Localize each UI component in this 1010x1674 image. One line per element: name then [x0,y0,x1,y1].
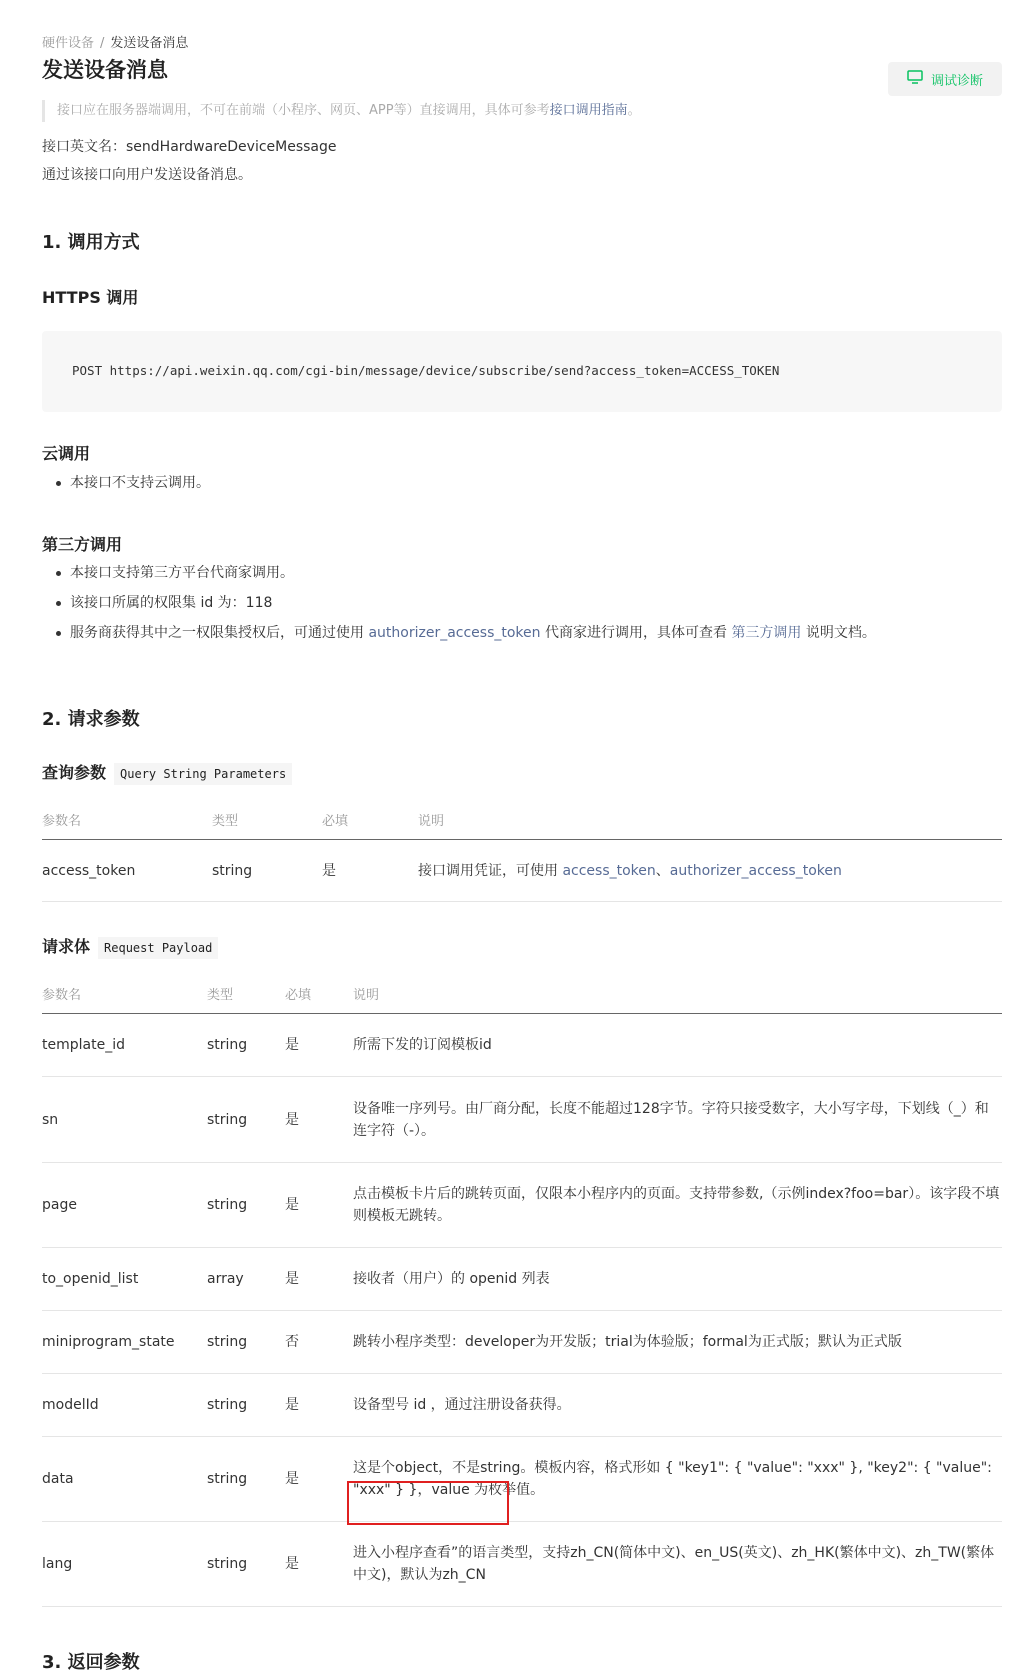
debug-button-label: 调试诊断 [930,73,983,89]
text: 、 [655,862,670,879]
https-code: POST https://api.weixin.qq.com/cgi-bin/message/device/subscribe/send?access_token=ACCESS_TOKEN [72,363,780,378]
param-type: string [207,1077,285,1163]
section-call-method-title: 1. 调用方式 [42,232,140,253]
request-payload-table [42,973,1002,1607]
param-type: array [207,1248,285,1311]
param-desc: 设备唯一序列号。由厂商分配，长度不能超过128字节。字符只接受数字，大小写字母，下划线（_）和连字符（-）。 [353,1077,1002,1163]
param-name: access_token [42,840,212,902]
breadcrumb-separator: / [100,36,105,51]
text: 接口调用凭证，可使用 [418,862,563,879]
third-party-title: 第三方调用 [42,535,123,554]
list-item: 本接口支持第三方平台代商家调用。 [42,562,876,592]
header-type: 类型 [212,799,322,840]
table-row [42,1077,1002,1163]
header-desc: 说明 [418,799,1002,840]
param-desc: 点击模板卡片后的跳转页面，仅限本小程序内的页面。支持带参数,（示例index?foo=bar）。该字段不填则模板无跳转。 [353,1163,1002,1248]
param-required: 是 [285,1014,353,1077]
param-name: page [42,1163,207,1248]
breadcrumb [42,32,188,51]
param-desc: 所需下发的订阅模板id [353,1014,1002,1077]
param-required: 是 [285,1248,353,1311]
param-desc: 这是个object，不是string。模板内容，格式形如 { "key1": { "value": "xxx" }, "key2": { "value": "xxx" } }，value 为枚举值。 [353,1437,1002,1522]
cloud-call-list [42,472,210,502]
param-name: data [42,1437,207,1522]
table-row [42,1374,1002,1437]
text: 代商家进行调用，具体可查看 [540,625,732,641]
query-params-tag: Query String Parameters [114,763,292,785]
param-required: 是 [285,1522,353,1607]
table-header-row [42,799,1002,840]
header-desc: 说明 [353,973,1002,1014]
monitor-icon [907,70,923,88]
param-type: string [207,1374,285,1437]
request-payload-label: 请求体 [42,937,91,956]
list-item: 该接口所属的权限集 id 为：118 [42,592,876,622]
cloud-call-title: 云调用 [42,444,91,463]
param-required: 是 [285,1437,353,1522]
table-row [42,1014,1002,1077]
list-item [42,622,876,652]
param-required: 是 [285,1077,353,1163]
access-token-link[interactable]: access_token [562,862,656,879]
param-name: to_openid_list [42,1248,207,1311]
breadcrumb-current: 发送设备消息 [110,36,189,51]
authorizer-access-token-link[interactable]: authorizer_access_token [669,862,842,879]
param-type: string [207,1311,285,1374]
debug-button[interactable] [888,62,1002,96]
section-return-params-title: 3. 返回参数 [42,1652,140,1673]
request-payload-title [42,934,218,957]
section-request-params-title: 2. 请求参数 [42,709,140,730]
highlight-annotation [347,1481,509,1525]
table-row [42,1311,1002,1374]
param-name: lang [42,1522,207,1607]
param-type: string [207,1163,285,1248]
param-name: modelId [42,1374,207,1437]
https-code-block [42,331,1002,412]
query-params-title [42,760,292,783]
table-row [42,1248,1002,1311]
param-name: sn [42,1077,207,1163]
list-item: 本接口不支持云调用。 [42,472,210,502]
text: 说明文档。 [801,625,876,641]
table-row [42,840,1002,902]
breadcrumb-parent[interactable]: 硬件设备 [42,36,95,51]
param-desc: 设备型号 id ，通过注册设备获得。 [353,1374,1002,1437]
header-required: 必填 [285,973,353,1014]
notice [42,100,641,122]
param-required: 是 [285,1163,353,1248]
param-type: string [212,840,322,902]
https-title: HTTPS 调用 [42,288,139,307]
query-params-label: 查询参数 [42,763,107,782]
param-desc [418,840,1002,902]
header-required: 必填 [322,799,418,840]
authorizer-token-link[interactable]: authorizer_access_token [368,625,541,641]
param-required: 否 [285,1311,353,1374]
notice-end: 。 [627,103,641,118]
api-english-name: 接口英文名：sendHardwareDeviceMessage [42,139,337,155]
param-type: string [207,1437,285,1522]
table-row [42,1437,1002,1522]
text: 服务商获得其中之一权限集授权后，可通过使用 [70,625,369,641]
param-desc: 接收者（用户）的 openid 列表 [353,1248,1002,1311]
param-desc: 进入小程序查看”的语言类型，支持zh_CN(简体中文)、en_US(英文)、zh_HK(繁体中文)、zh_TW(繁体中文)，默认为zh_CN [353,1522,1002,1607]
header-type: 类型 [207,973,285,1014]
header-name: 参数名 [42,973,207,1014]
param-required: 是 [322,840,418,902]
table-header-row [42,973,1002,1014]
param-name: template_id [42,1014,207,1077]
request-payload-tag: Request Payload [98,937,218,959]
table-row [42,1163,1002,1248]
param-required: 是 [285,1374,353,1437]
page-title: 发送设备消息 [42,58,168,82]
query-params-table [42,799,1002,902]
param-name: miniprogram_state [42,1311,207,1374]
header-name: 参数名 [42,799,212,840]
table-row [42,1522,1002,1607]
param-desc: 跳转小程序类型：developer为开发版；trial为体验版；formal为正式版；默认为正式版 [353,1311,1002,1374]
notice-link[interactable]: 接口调用指南 [549,103,628,118]
api-description: 通过该接口向用户发送设备消息。 [42,167,252,183]
param-type: string [207,1014,285,1077]
third-party-link[interactable]: 第三方调用 [731,625,802,641]
notice-text: 接口应在服务器端调用，不可在前端（小程序、网页、APP等）直接调用，具体可参考 [57,103,550,118]
third-party-list [42,562,876,652]
param-type: string [207,1522,285,1607]
